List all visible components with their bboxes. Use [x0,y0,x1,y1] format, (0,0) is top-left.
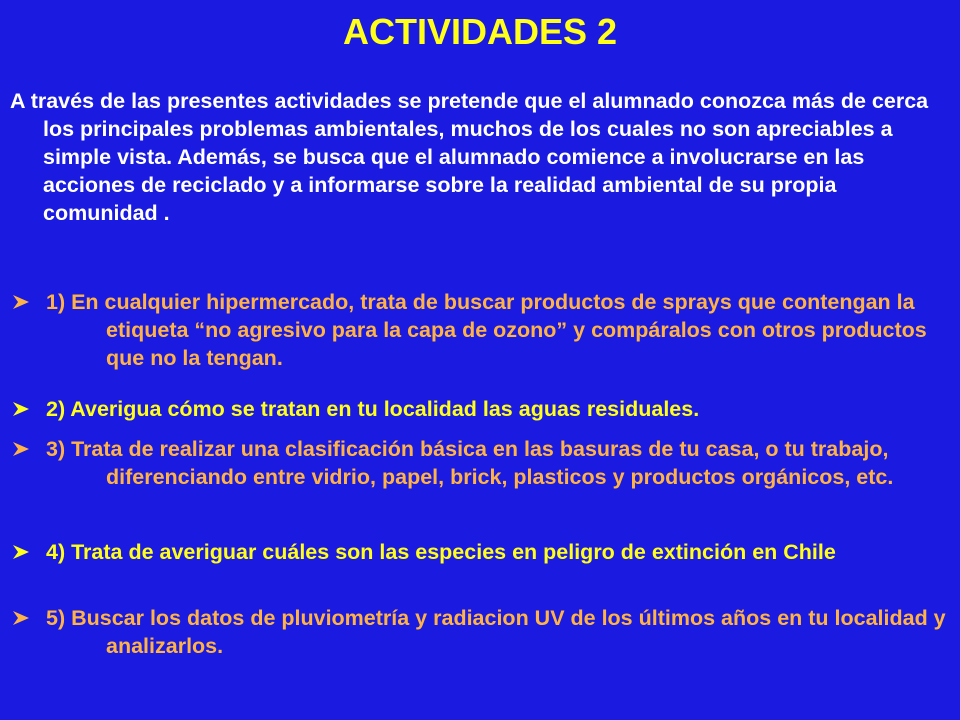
activity-item-text: 4) Trata de averiguar cuáles son las especies en peligro de extinción en Chile [46,540,836,564]
arrow-bullet-icon [12,604,34,632]
activity-item-4 [0,538,955,566]
slide-title: ACTIVIDADES 2 [342,11,618,52]
arrow-bullet-icon [12,288,34,316]
activity-item-3 [0,435,955,491]
activity-item-text: 2) Averigua cómo se tratan en tu localidad las aguas residuales. [46,397,700,421]
activity-item-1 [0,288,955,372]
activity-item-text: 1) En cualquier hipermercado, trata de buscar productos de sprays que contengan la etiqueta “no agresivo para la capa de ozono” y compáralos con otros productos que no la tengan. [46,290,927,370]
arrow-bullet-icon [12,435,34,463]
activity-item-text: 3) Trata de realizar una clasificación básica en las basuras de tu casa, o tu trabajo, diferenciando entre vidrio, papel, brick, plasticos y productos orgánicos, etc. [46,437,894,489]
arrow-bullet-icon [12,395,34,423]
activity-item-5 [0,604,955,660]
intro-paragraph: A través de las presentes actividades se pretende que el alumnado conozca más de cerca los principales problemas ambientales, muchos de los cuales no son apreciables a simple vista. Además, se busca que el alumnado comience a involucrarse en las acciones de reciclado y a informarse sobre la realidad ambiental de su propia comunidad . [10,89,929,225]
arrow-bullet-icon [12,538,34,566]
activity-item-2 [0,395,955,423]
activity-item-text: 5) Buscar los datos de pluviometría y radiacion UV de los últimos años en tu localidad y analizarlos. [46,606,946,658]
